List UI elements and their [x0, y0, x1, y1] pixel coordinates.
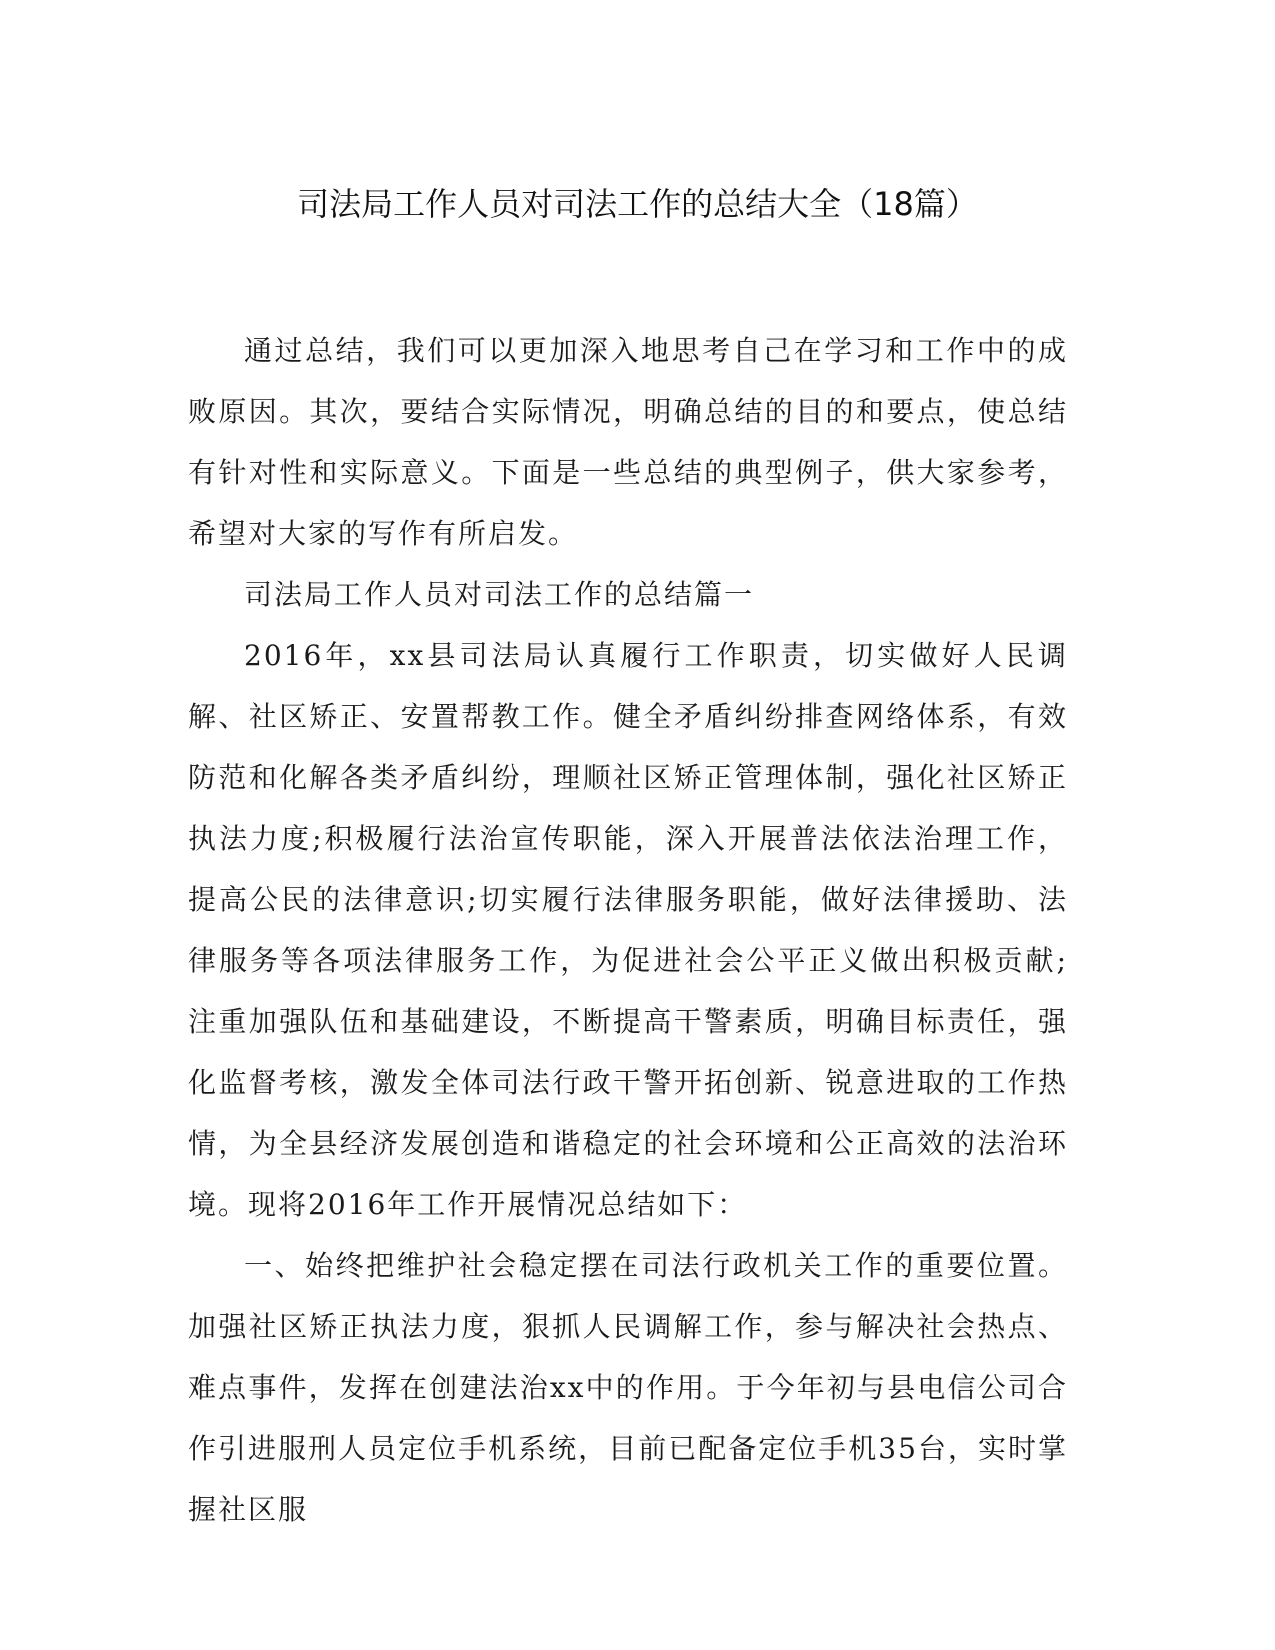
document-title: 司法局工作人员对司法工作的总结大全（18篇） — [297, 185, 978, 223]
document-body — [188, 320, 1068, 1540]
section-heading: 司法局工作人员对司法工作的总结篇一 — [244, 578, 755, 611]
body-paragraph: 2016年，xx县司法局认真履行工作职责，切实做好人民调解、社区矫正、安置帮教工作。健全矛盾纠纷排查网络体系，有效防范和化解各类矛盾纠纷，理顺社区矫正管理体制，强化社区矫正执法力度;积极履行法治宣传职能，深入开展普法依法治理工作，提高公民的法律意识;切实履行法律服务职能，做好法律援助、法律服务等各项法律服务工作，为促进社会公平正义做出积极贡献;注重加强队伍和基础建设，不断提高干警素质，明确目标责任，强化监督考核，激发全体司法行政干警开拓创新、锐意进取的工作热情，为全县经济发展创造和谐稳定的社会环境和公正高效的法治环境。现将2016年工作开展情况总结如下： — [188, 639, 1068, 1221]
intro-paragraph: 通过总结，我们可以更加深入地思考自己在学习和工作中的成败原因。其次，要结合实际情况，明确总结的目的和要点，使总结有针对性和实际意义。下面是一些总结的典型例子，供大家参考，希望对大家的写作有所启发。 — [188, 334, 1068, 550]
body-paragraph: 一、始终把维护社会稳定摆在司法行政机关工作的重要位置。加强社区矫正执法力度，狠抓人民调解工作，参与解决社会热点、难点事件，发挥在创建法治xx中的作用。于今年初与县电信公司合作引进服刑人员定位手机系统，目前已配备定位手机35台，实时掌握社区服 — [188, 1249, 1068, 1526]
